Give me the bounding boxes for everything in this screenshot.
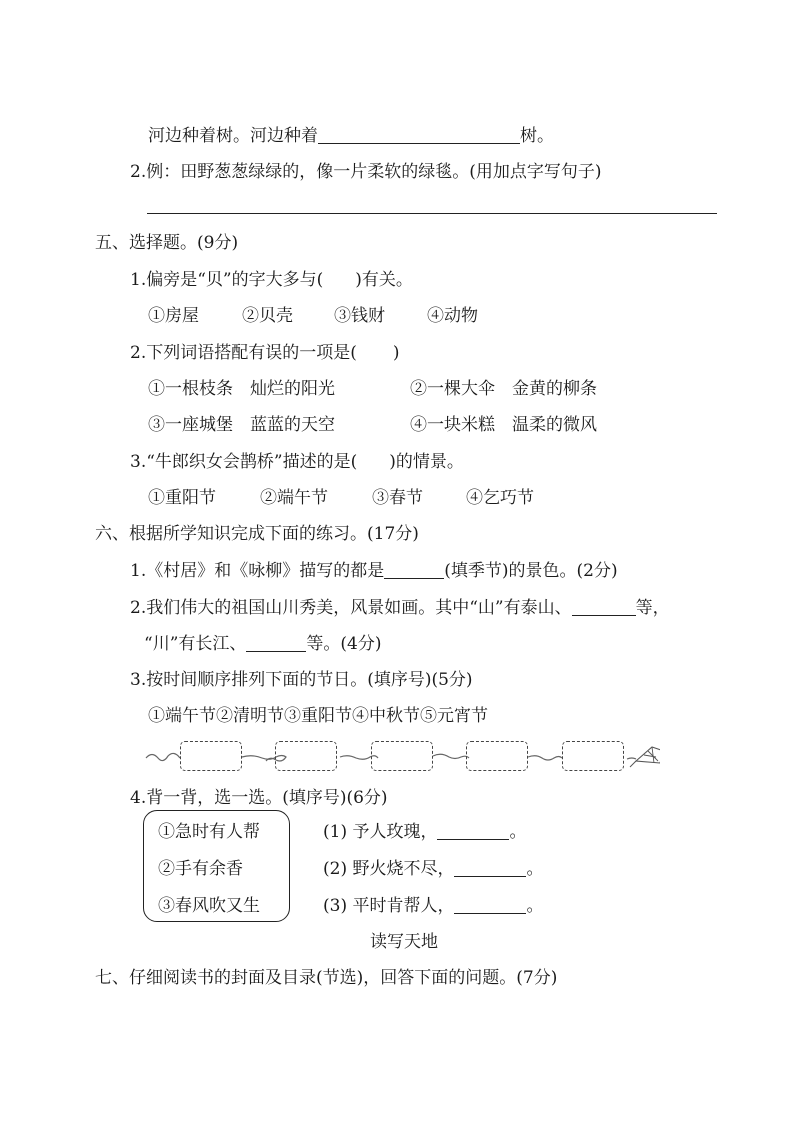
s5-q2-option[interactable]: ①一根枝条 灿烂的阳光 <box>148 379 335 399</box>
s5-q3-option[interactable]: ③春节 <box>372 488 423 508</box>
s5-q1-option[interactable]: ①房屋 <box>148 306 199 326</box>
section7-heading: 七、仔细阅读书的封面及目录(节选)，回答下面的问题。(7分) <box>95 968 558 988</box>
verse-blank[interactable] <box>437 821 509 840</box>
season-blank[interactable] <box>384 560 444 579</box>
s5-q2-option[interactable]: ④一块米糕 温柔的微风 <box>410 415 597 435</box>
verse-line: (3) 平时肯帮人， 。 <box>323 896 544 916</box>
section5-heading: 五、选择题。(9分) <box>95 233 239 253</box>
s6-q2-line1: 2.我们伟大的祖国山川秀美，风景如画。其中“山”有泰山、 等， <box>130 598 670 618</box>
q4-2-prompt: 2.例：田野葱葱绿绿的，像一片柔软的绿毯。(用加点字写句子) <box>130 162 602 182</box>
verse-blank[interactable] <box>454 858 526 877</box>
s6-q2-line2: “川”有长江、 等。(4分) <box>144 634 382 654</box>
verse-blank[interactable] <box>454 895 526 914</box>
reading-writing-title: 读写天地 <box>370 932 438 952</box>
s5-q3-stem: 3.“牛郎织女会鹊桥”描述的是( )的情景。 <box>130 452 464 472</box>
festival-list: ①端午节②清明节③重阳节④中秋节⑤元宵节 <box>148 706 488 726</box>
choice-item: ②手有余香 <box>158 859 243 879</box>
festival-answer-box[interactable] <box>371 741 433 771</box>
festival-answer-box[interactable] <box>180 741 242 771</box>
s5-q2-option[interactable]: ③一座城堡 蓝蓝的天空 <box>148 415 335 435</box>
choice-item: ③春风吹又生 <box>158 896 260 916</box>
answer-line[interactable] <box>147 213 717 214</box>
verse-line: (2) 野火烧不尽， 。 <box>323 859 544 879</box>
festival-answer-box[interactable] <box>275 741 337 771</box>
festival-answer-box[interactable] <box>562 741 624 771</box>
section6-heading: 六、根据所学知识完成下面的练习。(17分) <box>95 524 419 544</box>
s5-q1-option[interactable]: ②贝壳 <box>242 306 293 326</box>
choice-item: ①急时有人帮 <box>158 822 260 842</box>
s6-q4-stem: 4.背一背，选一选。(填序号)(6分) <box>130 788 388 808</box>
river-blank[interactable] <box>246 633 306 652</box>
s5-q3-option[interactable]: ②端午节 <box>260 488 328 508</box>
verse-line: (1) 予人玫瑰， 。 <box>323 822 527 842</box>
s5-q1-stem: 1.偏旁是“贝”的字大多与( )有关。 <box>130 270 413 290</box>
s5-q2-option[interactable]: ②一棵大伞 金黄的柳条 <box>410 379 597 399</box>
s5-q3-option[interactable]: ①重阳节 <box>148 488 216 508</box>
s5-q3-option[interactable]: ④乞巧节 <box>466 488 534 508</box>
q4-sentence-line <box>148 124 554 148</box>
answer-blank[interactable] <box>318 125 520 144</box>
s5-q1-option[interactable]: ④动物 <box>427 306 478 326</box>
festival-answer-box[interactable] <box>466 741 528 771</box>
s6-q1: 1.《村居》和《咏柳》描写的都是 (填季节)的景色。(2分) <box>130 561 618 581</box>
example-sentence: 河边种着树。河边种着 <box>148 126 318 146</box>
s5-q1-option[interactable]: ③钱财 <box>334 306 385 326</box>
sentence-end: 树。 <box>520 126 554 146</box>
mountain-blank[interactable] <box>572 597 636 616</box>
s6-q3-stem: 3.按时间顺序排列下面的节日。(填序号)(5分) <box>130 670 473 690</box>
s5-q2-stem: 2.下列词语搭配有误的一项是( ) <box>130 343 400 363</box>
origami-bird-icon <box>630 747 660 767</box>
